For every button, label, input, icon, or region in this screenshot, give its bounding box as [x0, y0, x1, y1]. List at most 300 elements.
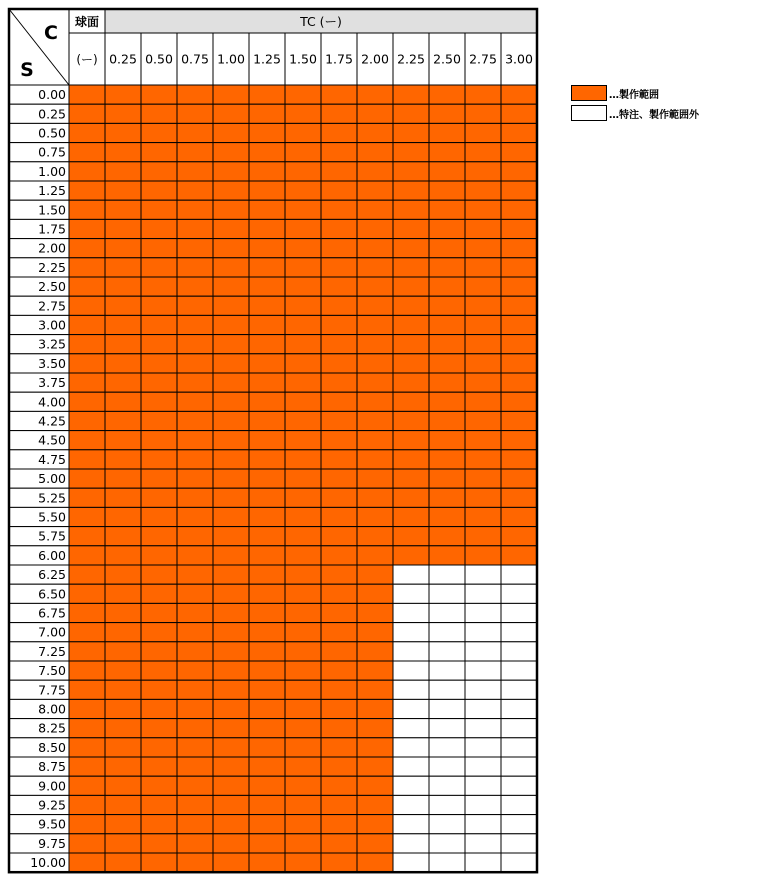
cell-in-range — [429, 450, 465, 469]
tc-column-label: 1.50 — [289, 51, 317, 67]
cell-in-range — [357, 699, 393, 718]
cell-in-range — [321, 661, 357, 680]
cell-in-range — [249, 603, 285, 622]
cell-in-range — [321, 104, 357, 123]
cell-in-range — [429, 315, 465, 334]
cell-in-range — [105, 373, 141, 392]
cell-in-range — [429, 296, 465, 315]
cell-in-range — [321, 258, 357, 277]
cell-out-of-range — [393, 795, 429, 814]
cell-out-of-range — [429, 834, 465, 853]
legend-out-of-range-label: …特注、製作範囲外 — [609, 109, 699, 121]
cell-in-range — [141, 258, 177, 277]
cell-in-range — [429, 219, 465, 238]
cell-in-range — [285, 104, 321, 123]
cell-in-range — [465, 527, 501, 546]
cell-in-range — [69, 450, 105, 469]
cell-in-range — [393, 469, 429, 488]
cell-in-range — [177, 815, 213, 834]
cell-in-range — [501, 546, 537, 565]
row-label: 7.75 — [38, 682, 66, 698]
cell-out-of-range — [465, 584, 501, 603]
cell-in-range — [177, 661, 213, 680]
cell-out-of-range — [465, 565, 501, 584]
cell-in-range — [465, 488, 501, 507]
cell-out-of-range — [393, 699, 429, 718]
cell-in-range — [465, 450, 501, 469]
cell-in-range — [357, 584, 393, 603]
cell-in-range — [429, 239, 465, 258]
cell-in-range — [249, 507, 285, 526]
cell-in-range — [285, 719, 321, 738]
cell-in-range — [501, 104, 537, 123]
cell-in-range — [357, 277, 393, 296]
cell-in-range — [249, 757, 285, 776]
cell-in-range — [141, 719, 177, 738]
row-label: 1.25 — [38, 183, 66, 199]
cell-in-range — [465, 239, 501, 258]
cell-out-of-range — [465, 661, 501, 680]
cell-out-of-range — [393, 680, 429, 699]
cell-out-of-range — [429, 738, 465, 757]
row-label: 6.25 — [38, 567, 66, 583]
cell-in-range — [357, 431, 393, 450]
cell-in-range — [285, 123, 321, 142]
cell-out-of-range — [501, 584, 537, 603]
cell-in-range — [357, 815, 393, 834]
cell-in-range — [177, 373, 213, 392]
row-label: 8.25 — [38, 720, 66, 736]
cell-in-range — [429, 200, 465, 219]
cell-in-range — [357, 258, 393, 277]
cell-out-of-range — [393, 661, 429, 680]
cell-in-range — [357, 296, 393, 315]
cell-in-range — [177, 642, 213, 661]
cell-in-range — [249, 373, 285, 392]
cell-in-range — [213, 315, 249, 334]
cell-in-range — [141, 623, 177, 642]
cell-in-range — [249, 392, 285, 411]
cell-in-range — [105, 584, 141, 603]
cell-in-range — [105, 834, 141, 853]
cell-out-of-range — [465, 834, 501, 853]
cell-out-of-range — [429, 642, 465, 661]
cell-in-range — [105, 335, 141, 354]
spherical-header: 球面 — [74, 15, 100, 29]
cell-in-range — [465, 392, 501, 411]
cell-in-range — [321, 642, 357, 661]
spherical-subheader: (ー) — [76, 52, 98, 67]
cell-in-range — [213, 469, 249, 488]
cell-in-range — [249, 277, 285, 296]
cell-in-range — [249, 565, 285, 584]
cell-in-range — [285, 815, 321, 834]
cell-in-range — [285, 219, 321, 238]
cell-in-range — [285, 392, 321, 411]
cell-in-range — [285, 527, 321, 546]
legend-out-of-range — [571, 105, 699, 121]
cell-in-range — [429, 527, 465, 546]
row-label: 1.00 — [38, 163, 66, 179]
cell-in-range — [465, 143, 501, 162]
cell-in-range — [141, 373, 177, 392]
cell-in-range — [69, 469, 105, 488]
cell-in-range — [501, 143, 537, 162]
row-label: 1.75 — [38, 221, 66, 237]
row-label: 6.00 — [38, 547, 66, 563]
cell-in-range — [213, 757, 249, 776]
cell-in-range — [213, 507, 249, 526]
cell-in-range — [429, 181, 465, 200]
cell-in-range — [465, 104, 501, 123]
cell-in-range — [285, 584, 321, 603]
cell-in-range — [141, 776, 177, 795]
cell-in-range — [429, 546, 465, 565]
cell-in-range — [465, 258, 501, 277]
cell-in-range — [69, 143, 105, 162]
row-label: 1.50 — [38, 202, 66, 218]
cell-in-range — [141, 162, 177, 181]
tc-column-label: 0.75 — [181, 51, 209, 67]
cell-in-range — [465, 315, 501, 334]
cell-in-range — [285, 776, 321, 795]
cell-in-range — [69, 123, 105, 142]
cell-in-range — [249, 200, 285, 219]
cell-in-range — [213, 239, 249, 258]
legend-in-range-swatch — [571, 85, 607, 101]
cell-in-range — [249, 815, 285, 834]
cell-in-range — [285, 85, 321, 104]
cell-in-range — [213, 623, 249, 642]
cell-in-range — [177, 469, 213, 488]
cell-out-of-range — [393, 776, 429, 795]
cell-in-range — [321, 181, 357, 200]
cell-in-range — [357, 603, 393, 622]
cell-in-range — [249, 411, 285, 430]
cell-in-range — [321, 719, 357, 738]
cell-in-range — [321, 757, 357, 776]
cell-in-range — [69, 584, 105, 603]
cell-in-range — [393, 392, 429, 411]
row-label: 3.50 — [38, 355, 66, 371]
cell-in-range — [393, 488, 429, 507]
cell-out-of-range — [393, 834, 429, 853]
cell-in-range — [285, 680, 321, 699]
cell-in-range — [321, 219, 357, 238]
cell-in-range — [285, 239, 321, 258]
legend-out-of-range-swatch — [571, 105, 607, 121]
cell-in-range — [357, 546, 393, 565]
cell-in-range — [177, 239, 213, 258]
cell-in-range — [213, 335, 249, 354]
cell-in-range — [321, 546, 357, 565]
cell-in-range — [249, 143, 285, 162]
cell-in-range — [357, 104, 393, 123]
cell-in-range — [249, 584, 285, 603]
cell-in-range — [249, 795, 285, 814]
cell-in-range — [285, 565, 321, 584]
cell-out-of-range — [465, 680, 501, 699]
cell-in-range — [105, 143, 141, 162]
cell-in-range — [501, 200, 537, 219]
cell-in-range — [69, 623, 105, 642]
cell-in-range — [285, 354, 321, 373]
row-label: 3.75 — [38, 375, 66, 391]
cell-in-range — [177, 85, 213, 104]
cell-in-range — [141, 661, 177, 680]
cell-in-range — [465, 85, 501, 104]
row-label: 3.25 — [38, 336, 66, 352]
cell-in-range — [213, 181, 249, 200]
cell-in-range — [321, 815, 357, 834]
cell-in-range — [249, 776, 285, 795]
cell-in-range — [105, 200, 141, 219]
cell-in-range — [285, 181, 321, 200]
cell-out-of-range — [429, 565, 465, 584]
cell-in-range — [465, 469, 501, 488]
cell-in-range — [249, 239, 285, 258]
cell-in-range — [177, 354, 213, 373]
cell-out-of-range — [465, 699, 501, 718]
cell-in-range — [393, 219, 429, 238]
cell-in-range — [357, 181, 393, 200]
cell-in-range — [429, 488, 465, 507]
cell-in-range — [249, 335, 285, 354]
cell-out-of-range — [501, 795, 537, 814]
cell-in-range — [105, 661, 141, 680]
cell-in-range — [285, 162, 321, 181]
cell-in-range — [141, 411, 177, 430]
cell-in-range — [105, 450, 141, 469]
cell-in-range — [429, 373, 465, 392]
cell-in-range — [105, 680, 141, 699]
cell-in-range — [393, 200, 429, 219]
cell-in-range — [465, 181, 501, 200]
cell-in-range — [105, 296, 141, 315]
cell-in-range — [105, 469, 141, 488]
cell-in-range — [357, 565, 393, 584]
cell-out-of-range — [429, 680, 465, 699]
cell-in-range — [393, 162, 429, 181]
tc-column-label: 2.75 — [469, 51, 497, 67]
cell-out-of-range — [501, 776, 537, 795]
cell-in-range — [141, 584, 177, 603]
cell-in-range — [357, 335, 393, 354]
cell-in-range — [249, 699, 285, 718]
cell-in-range — [141, 834, 177, 853]
cell-in-range — [501, 411, 537, 430]
cell-in-range — [141, 431, 177, 450]
cell-out-of-range — [465, 776, 501, 795]
cell-in-range — [249, 85, 285, 104]
row-label: 9.00 — [38, 778, 66, 794]
cell-in-range — [249, 431, 285, 450]
cell-in-range — [285, 834, 321, 853]
cell-in-range — [285, 661, 321, 680]
row-label: 4.25 — [38, 413, 66, 429]
cell-in-range — [285, 757, 321, 776]
cell-in-range — [177, 584, 213, 603]
cell-in-range — [177, 623, 213, 642]
tc-column-label: 1.00 — [217, 51, 245, 67]
cell-in-range — [285, 335, 321, 354]
cell-in-range — [141, 527, 177, 546]
cell-in-range — [105, 546, 141, 565]
cell-in-range — [177, 565, 213, 584]
cell-in-range — [357, 680, 393, 699]
cell-in-range — [69, 85, 105, 104]
cell-in-range — [141, 296, 177, 315]
cell-out-of-range — [429, 795, 465, 814]
cell-in-range — [285, 853, 321, 872]
cell-in-range — [105, 277, 141, 296]
row-label: 5.50 — [38, 509, 66, 525]
cell-out-of-range — [501, 680, 537, 699]
cell-in-range — [429, 277, 465, 296]
cell-in-range — [429, 335, 465, 354]
cell-in-range — [321, 354, 357, 373]
cell-in-range — [141, 757, 177, 776]
cell-in-range — [69, 219, 105, 238]
cell-in-range — [249, 623, 285, 642]
cell-in-range — [429, 143, 465, 162]
cell-in-range — [69, 181, 105, 200]
cell-in-range — [177, 834, 213, 853]
cell-in-range — [357, 642, 393, 661]
cell-in-range — [177, 143, 213, 162]
cell-in-range — [177, 181, 213, 200]
cell-in-range — [285, 411, 321, 430]
cell-in-range — [285, 699, 321, 718]
cell-in-range — [465, 354, 501, 373]
cell-in-range — [69, 699, 105, 718]
row-label: 0.25 — [38, 106, 66, 122]
cell-out-of-range — [465, 603, 501, 622]
cell-in-range — [357, 776, 393, 795]
cell-in-range — [249, 104, 285, 123]
cell-in-range — [213, 642, 249, 661]
cell-in-range — [357, 315, 393, 334]
cell-out-of-range — [465, 795, 501, 814]
cell-in-range — [213, 719, 249, 738]
cell-out-of-range — [393, 603, 429, 622]
cell-in-range — [105, 699, 141, 718]
row-label: 4.75 — [38, 451, 66, 467]
cell-in-range — [321, 373, 357, 392]
cell-out-of-range — [429, 661, 465, 680]
cell-in-range — [141, 181, 177, 200]
cell-in-range — [321, 431, 357, 450]
cell-in-range — [141, 469, 177, 488]
cell-in-range — [285, 277, 321, 296]
cell-in-range — [501, 162, 537, 181]
cell-out-of-range — [429, 603, 465, 622]
cell-in-range — [321, 527, 357, 546]
cell-in-range — [177, 507, 213, 526]
cell-in-range — [177, 431, 213, 450]
cell-in-range — [321, 738, 357, 757]
cell-in-range — [141, 277, 177, 296]
cell-out-of-range — [501, 834, 537, 853]
row-label: 9.25 — [38, 797, 66, 813]
cell-in-range — [177, 315, 213, 334]
cell-in-range — [465, 162, 501, 181]
cell-out-of-range — [429, 776, 465, 795]
cell-out-of-range — [393, 565, 429, 584]
cell-out-of-range — [465, 757, 501, 776]
cell-in-range — [357, 507, 393, 526]
cell-in-range — [393, 335, 429, 354]
cell-in-range — [69, 834, 105, 853]
cell-in-range — [141, 795, 177, 814]
cell-in-range — [213, 373, 249, 392]
cell-in-range — [321, 85, 357, 104]
cell-in-range — [105, 181, 141, 200]
cell-in-range — [501, 527, 537, 546]
row-label: 2.50 — [38, 279, 66, 295]
cell-in-range — [393, 104, 429, 123]
cell-in-range — [501, 85, 537, 104]
cell-in-range — [69, 296, 105, 315]
cell-in-range — [285, 795, 321, 814]
cell-in-range — [285, 488, 321, 507]
cell-in-range — [501, 296, 537, 315]
cell-in-range — [141, 450, 177, 469]
row-label: 5.25 — [38, 490, 66, 506]
row-label: 7.00 — [38, 624, 66, 640]
cell-in-range — [69, 392, 105, 411]
row-label: 0.75 — [38, 144, 66, 160]
cell-in-range — [105, 642, 141, 661]
cell-in-range — [69, 239, 105, 258]
cell-in-range — [357, 527, 393, 546]
cell-in-range — [321, 507, 357, 526]
cell-in-range — [393, 258, 429, 277]
cell-in-range — [249, 450, 285, 469]
cell-in-range — [393, 354, 429, 373]
cell-in-range — [177, 104, 213, 123]
cell-in-range — [321, 488, 357, 507]
cell-in-range — [249, 469, 285, 488]
row-label: 4.00 — [38, 394, 66, 410]
cell-in-range — [69, 373, 105, 392]
cell-in-range — [105, 354, 141, 373]
cell-in-range — [321, 565, 357, 584]
cell-in-range — [465, 411, 501, 430]
cell-out-of-range — [393, 623, 429, 642]
cell-in-range — [285, 738, 321, 757]
cell-in-range — [105, 623, 141, 642]
cell-out-of-range — [393, 584, 429, 603]
cell-in-range — [141, 123, 177, 142]
cell-out-of-range — [465, 738, 501, 757]
cell-in-range — [357, 143, 393, 162]
cell-in-range — [249, 834, 285, 853]
cell-in-range — [213, 277, 249, 296]
cell-in-range — [213, 296, 249, 315]
cell-in-range — [105, 104, 141, 123]
cell-in-range — [177, 795, 213, 814]
cell-in-range — [141, 335, 177, 354]
cell-in-range — [249, 680, 285, 699]
cell-in-range — [177, 546, 213, 565]
cell-in-range — [285, 143, 321, 162]
cell-out-of-range — [393, 815, 429, 834]
cell-in-range — [321, 795, 357, 814]
cell-in-range — [69, 776, 105, 795]
cell-in-range — [213, 815, 249, 834]
cell-in-range — [177, 411, 213, 430]
